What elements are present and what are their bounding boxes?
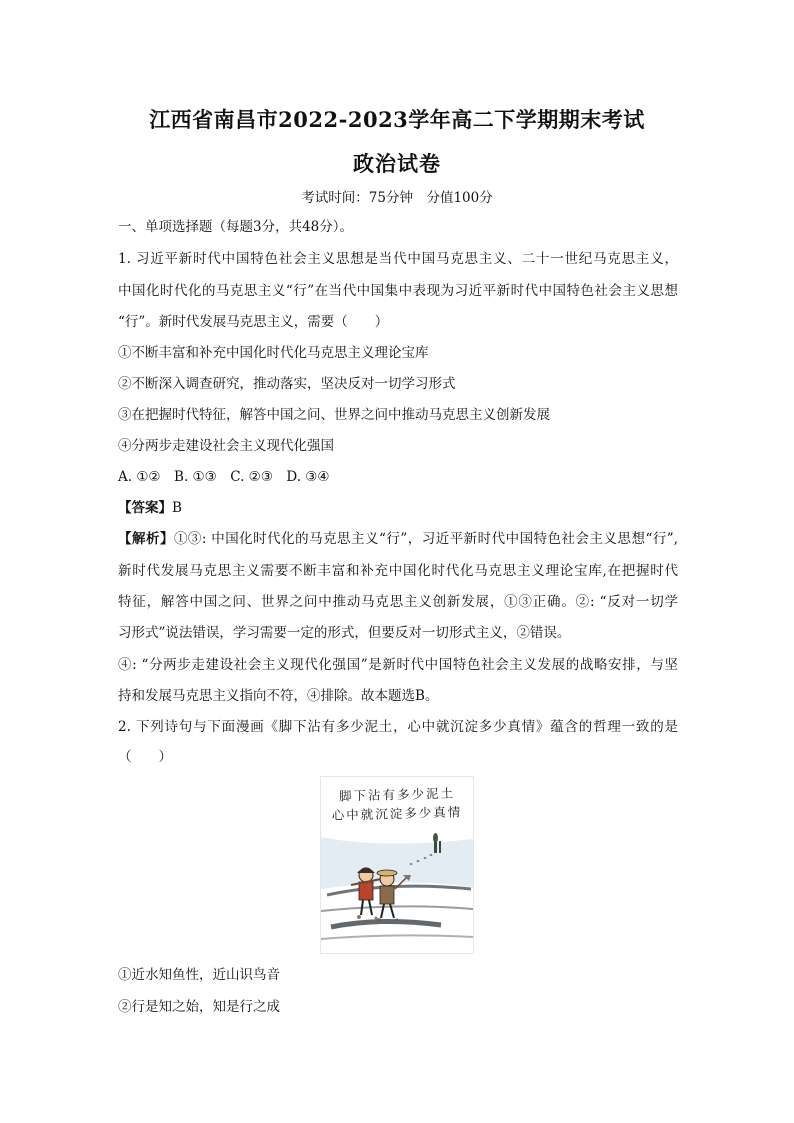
q1-option-1: ①不断丰富和补充中国化时代化马克思主义理论宝库: [118, 345, 429, 361]
q1-option-4: ④分两步走建设社会主义现代化强国: [118, 438, 334, 454]
q1-option-3: ③在把握时代特征，解答中国之问、世界之问中推动马克思主义创新发展: [118, 407, 550, 423]
section-heading: 一、单项选择题（每题3分，共48分）。: [118, 219, 354, 235]
q2-option-2: ②行是知之始，知是行之成: [118, 999, 280, 1015]
q1-option-2: ②不断深入调查研究，推动落实，坚决反对一切学习形式: [118, 376, 456, 392]
cartoon-caption-1: 脚下沾有多少泥土: [338, 785, 456, 804]
q1-stem-line-1: 1. 习近平新时代中国特色社会主义思想是当代中国马克思主义、二十一世纪马克思主义，: [118, 251, 678, 267]
q1-analysis-line-5: ④: “分两步走建设社会主义现代化强国”是新时代中国特色社会主义发展的战略安排，与坚: [118, 657, 678, 673]
exam-subtitle: 政治试卷: [353, 151, 441, 176]
q1-analysis-line-2: 新时代发展马克思主义需要不断丰富和补充中国化时代化马克思主义理论宝库,在把握时代: [118, 563, 678, 579]
q2-stem-line-2: （ ）: [118, 749, 172, 765]
q1-analysis-line-3: 特征，解答中国之问、世界之问中推动马克思主义创新发展，①③正确。②: “反对一切学: [118, 594, 678, 610]
q1-analysis-line-4: 习形式”说法错误，学习需要一定的形式，但要反对一切形式主义，②错误。: [118, 625, 571, 641]
analysis-text-1: ①③: 中国化时代化的马克思主义“行”，习近平新时代中国特色社会主义思想“行”,: [173, 531, 678, 547]
analysis-label: 【解析】: [118, 531, 174, 547]
q1-analysis-line-1: [118, 530, 678, 548]
exam-title: 江西省南昌市2022-2023学年高二下学期期末考试: [149, 107, 645, 132]
answer-label: 【答案】: [118, 500, 172, 516]
q1-stem-line-2: 中国化时代化的马克思主义“行”在当代中国集中表现为习近平新时代中国特色社会主义思想: [118, 283, 678, 299]
q1-answer: [118, 499, 182, 517]
cartoon-image: [320, 776, 474, 954]
q2-option-1: ①近水知鱼性，近山识鸟音: [118, 967, 280, 983]
q1-choices: A. ①② B. ①③ C. ②③ D. ③④: [118, 469, 330, 485]
cartoon-caption-2: 心中就沉淀多少真情: [331, 804, 463, 823]
answer-value: B: [172, 500, 182, 516]
q1-stem-line-3: “行”。新时代发展马克思主义，需要（ ）: [118, 314, 389, 330]
q1-analysis-line-6: 持和发展马克思主义指向不符，④排除。故本题选B。: [118, 688, 439, 704]
q2-stem-line-1: 2. 下列诗句与下面漫画《脚下沾有多少泥土，心中就沉淀多少真情》蕴含的哲理一致的是: [118, 719, 678, 735]
exam-info: 考试时间：75分钟 分值100分: [301, 190, 493, 206]
